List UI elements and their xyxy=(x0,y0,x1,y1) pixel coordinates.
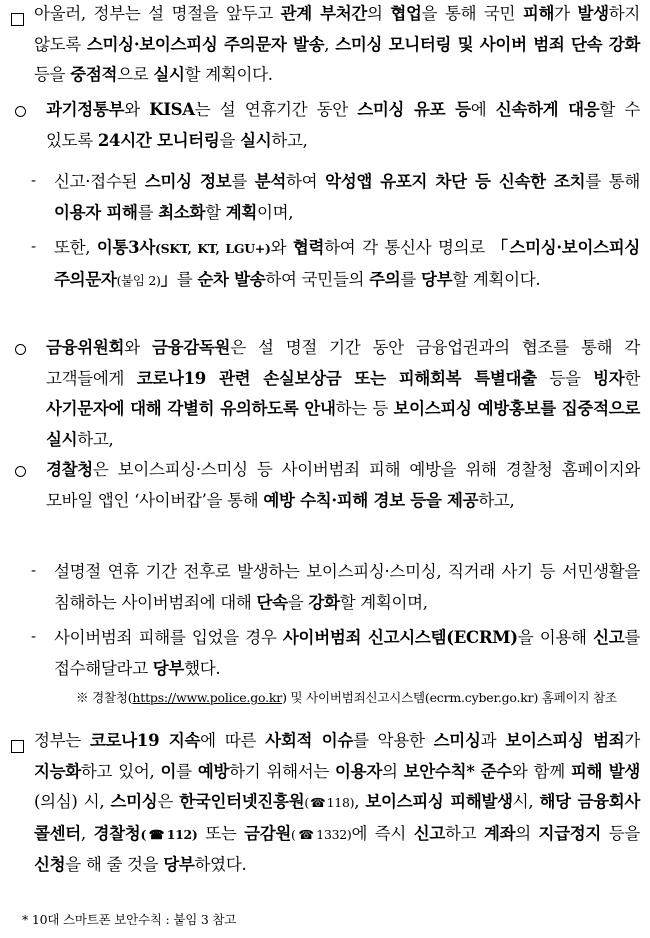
circle-bullet-icon xyxy=(15,466,26,477)
ecrm-report-paragraph: 사이버범죄 피해를 입었을 경우 사이버범죄 신고시스템(ECRM)을 이용해 신고를 접수해달라고 당부했다. xyxy=(54,628,640,678)
phone-1332: (☎1332) xyxy=(291,826,352,842)
footnote-mark: * xyxy=(22,912,29,927)
carrier-notice-paragraph: 또한, 이통3사(SKT, KT, LGU+)와 협력하여 각 통신사 명의로 「스미싱·보이스피싱 주의문자(붙임 2)」를 순차 발송하여 국민들의 주의를 당부할 계획이다. xyxy=(54,238,640,289)
dash-bullet-icon: - xyxy=(31,173,37,189)
reference-note: ※ 경찰청(https://www.police.go.kr) 및 사이버범죄신고시스템(ecrm.cyber.go.kr) 홈페이지 참조 xyxy=(76,690,617,705)
dash-bullet-icon: - xyxy=(31,239,37,255)
square-bullet-icon xyxy=(11,740,24,753)
footnote: * 10대 스마트폰 보안수칙 : 붙임 3 참고 xyxy=(22,912,237,927)
section-2-paragraph: 정부는 코로나19 지속에 따른 사회적 이슈를 악용한 스미싱과 보이스피싱 범죄가 지능화하고 있어, 이를 예방하기 위해서는 이용자의 보안수칙* 준수와 함께 피해 발생(의심) 시, 스미싱은 한국인터넷진흥원(☎118), 보이스피싱 피해발생시, 해당 금융회사 콜센터, 경찰청(☎112) 또는 금감원(☎1332)에 즉시 신고하고 계좌의 지급정지 등을 신청을 해 줄 것을 당부하였다. xyxy=(34,731,641,874)
circle-bullet-icon xyxy=(15,106,26,117)
police-website-link[interactable]: https://www.police.go.kr xyxy=(132,690,283,705)
dash-bullet-icon: - xyxy=(31,563,37,579)
section-1-paragraph: 아울러, 정부는 설 명절을 앞두고 관계 부처간의 협업을 통해 국민 피해가 발생하지 않도록 스미싱·보이스피싱 주의문자 발송, 스미싱 모니터링 및 사이버 범죄 단속 강화 등을 중점적으로 실시할 계획이다. xyxy=(34,4,641,84)
smishing-analysis-paragraph: 신고·접수된 스미싱 정보를 분석하여 악성앱 유포지 차단 등 신속한 조치를 통해 이용자 피해를 최소화할 계획이며, xyxy=(54,172,641,222)
crackdown-paragraph: 설명절 연휴 기간 전후로 발생하는 보이스피싱·스미싱, 직거래 사기 등 서민생활을 침해하는 사이버범죄에 대해 단속을 강화할 계획이며, xyxy=(54,562,640,612)
financial-services-paragraph: 금융위원회와 금융감독원은 설 명절 기간 동안 금융업권과의 협조를 통해 각 고객들에게 코로나19 관련 손실보상금 또는 피해회복 특별대출 등을 빙자한 사기문자에 대해 각별히 유의하도록 안내하는 등 보이스피싱 예방홍보를 집중적으로 실시하고, xyxy=(46,338,640,449)
reference-mark: ※ xyxy=(76,690,89,705)
phone-118: (☎118) xyxy=(304,795,355,810)
circle-bullet-icon xyxy=(15,344,26,355)
dash-bullet-icon: - xyxy=(31,629,37,645)
science-ministry-paragraph: 과기정통부와 KISA는 설 연휴기간 동안 스미싱 유포 등에 신속하게 대응할 수 있도록 24시간 모니터링을 실시하고, xyxy=(46,100,640,150)
police-agency-paragraph: 경찰청은 보이스피싱·스미싱 등 사이버범죄 피해 예방을 위해 경찰청 홈페이지와 모바일 앱인 ‘사이버캅’을 통해 예방 수칙·피해 경보 등을 제공하고, xyxy=(46,460,640,510)
square-bullet-icon xyxy=(11,13,24,26)
phone-112: (☎112) xyxy=(140,826,198,842)
